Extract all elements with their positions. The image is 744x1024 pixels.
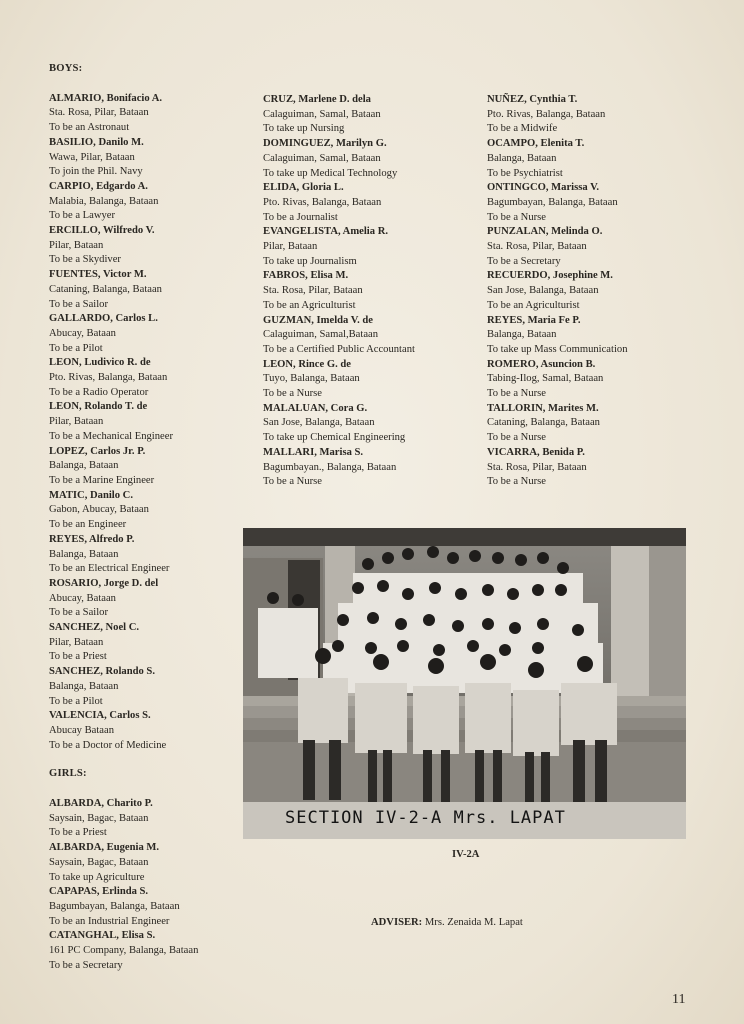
student-address: Gabon, Abucay, Bataan <box>49 504 149 516</box>
girls-list-col3 <box>487 93 717 490</box>
student-name: ALBARDA, Eugenia M. <box>49 842 160 854</box>
student-name: VICARRA, Benida P. <box>487 446 585 458</box>
student-ambition: To be a Nurse <box>487 476 546 488</box>
student-ambition: To be an Astronaut <box>49 122 130 134</box>
student-entry <box>49 180 249 224</box>
student-address: Saysain, Bagac, Bataan <box>49 856 149 868</box>
student-entry <box>487 358 717 402</box>
student-name: DOMINGUEZ, Marilyn G. <box>263 138 387 150</box>
student-name: CATANGHAL, Elisa S. <box>49 930 156 942</box>
student-ambition: To be a Certified Public Accountant <box>263 343 415 355</box>
handwritten-caption: SECTION IV-2-A Mrs. LAPAT <box>285 808 566 828</box>
student-entry <box>263 446 483 490</box>
student-address: Pilar, Bataan <box>49 416 104 428</box>
student-entry <box>263 269 483 313</box>
student-entry <box>487 225 717 269</box>
student-address: Balanga, Bataan <box>487 152 557 164</box>
boys-heading: BOYS: <box>49 63 83 74</box>
student-ambition: To be a Priest <box>49 827 107 839</box>
student-address: Abucay Bataan <box>49 724 115 736</box>
student-ambition: To take up Nursing <box>263 123 345 135</box>
student-entry <box>263 225 483 269</box>
student-address: San Jose, Balanga, Bataan <box>487 285 599 297</box>
student-ambition: To be a Nurse <box>487 388 546 400</box>
student-ambition: To be an Industrial Engineer <box>49 915 170 927</box>
student-entry <box>49 312 249 356</box>
student-entry <box>487 181 717 225</box>
student-entry <box>487 446 717 490</box>
student-ambition: To take up Medical Technology <box>263 167 398 179</box>
student-entry <box>49 885 249 929</box>
student-address: Pto. Rivas, Balanga, Bataan <box>487 108 606 120</box>
boys-list <box>49 92 249 754</box>
student-address: Sta. Rosa, Pilar, Bataan <box>263 285 363 297</box>
student-address: Abucay, Bataan <box>49 327 116 339</box>
student-name: ELIDA, Gloria L. <box>263 182 344 194</box>
student-address: Wawa, Pilar, Bataan <box>49 151 135 163</box>
student-ambition: To be a Skydiver <box>49 254 121 266</box>
adviser-name: Mrs. Zenaida M. Lapat <box>424 917 523 928</box>
adviser-line <box>371 917 523 928</box>
student-address: Balanga, Bataan <box>49 548 119 560</box>
student-address: Sta. Rosa, Pilar, Bataan <box>487 461 587 473</box>
student-ambition: To be a Priest <box>49 651 107 663</box>
student-name: RECUERDO, Josephine M. <box>487 270 613 282</box>
student-ambition: To be a Sailor <box>49 298 108 310</box>
student-name: LOPEZ, Carlos Jr. P. <box>49 445 146 457</box>
student-entry <box>49 489 249 533</box>
student-entry <box>263 402 483 446</box>
student-ambition: To be a Sailor <box>49 607 108 619</box>
student-entry <box>263 137 483 181</box>
student-ambition: To be a Doctor of Medicine <box>49 739 167 751</box>
student-ambition: To be a Radio Operator <box>49 386 149 398</box>
column-2 <box>263 93 483 490</box>
student-address: Pilar, Bataan <box>49 636 104 648</box>
student-ambition: To be a Journalist <box>263 211 338 223</box>
student-name: FABROS, Elisa M. <box>263 270 349 282</box>
student-entry <box>49 400 249 444</box>
student-address: Tuyo, Balanga, Bataan <box>263 373 360 385</box>
student-entry <box>49 136 249 180</box>
student-ambition: To be an Agriculturist <box>263 299 356 311</box>
student-address: Pilar, Bataan <box>263 241 318 253</box>
student-address: Bagumbayan., Balanga, Bataan <box>263 461 397 473</box>
student-ambition: To be a Pilot <box>49 695 103 707</box>
student-name: REYES, Maria Fe P. <box>487 314 581 326</box>
student-address: Sta. Rosa, Pilar, Bataan <box>49 107 149 119</box>
student-name: OCAMPO, Elenita T. <box>487 138 585 150</box>
class-photo-image <box>243 528 686 839</box>
student-entry <box>49 797 249 841</box>
student-name: PUNZALAN, Melinda O. <box>487 226 603 238</box>
student-entry <box>49 841 249 885</box>
student-name: ALMARIO, Bonifacio A. <box>49 92 163 104</box>
student-entry <box>49 533 249 577</box>
student-name: BASILIO, Danilo M. <box>49 136 144 148</box>
student-address: Bagumbayan, Balanga, Bataan <box>49 900 180 912</box>
student-name: ALBARDA, Charito P. <box>49 798 153 810</box>
student-name: GUZMAN, Imelda V. de <box>263 314 373 326</box>
student-entry <box>49 665 249 709</box>
girls-list-col2 <box>263 93 483 490</box>
student-address: Cataning, Balanga, Bataan <box>487 417 600 429</box>
girls-heading: GIRLS: <box>49 768 87 780</box>
student-address: Abucay, Bataan <box>49 592 116 604</box>
student-ambition: To be a Pilot <box>49 342 103 354</box>
student-entry <box>49 356 249 400</box>
student-name: SANCHEZ, Rolando S. <box>49 666 155 678</box>
student-address: Balanga, Bataan <box>49 460 119 472</box>
student-name: ERCILLO, Wilfredo V. <box>49 225 155 237</box>
student-ambition: To be Psychiatrist <box>487 167 563 179</box>
student-entry <box>49 577 249 621</box>
student-ambition: To be a Midwife <box>487 123 558 135</box>
student-ambition: To take up Journalism <box>263 255 357 267</box>
student-entry <box>487 314 717 358</box>
student-ambition: To take up Agriculture <box>49 871 145 883</box>
student-name: REYES, Alfredo P. <box>49 533 135 545</box>
student-entry <box>49 929 249 973</box>
student-name: VALENCIA, Carlos S. <box>49 710 151 722</box>
student-ambition: To be a Nurse <box>263 388 322 400</box>
student-name: LEON, Rince G. de <box>263 358 351 370</box>
student-address: Balanga, Bataan <box>487 329 557 341</box>
student-address: Calaguiman, Samal, Bataan <box>263 152 381 164</box>
student-address: Malabia, Balanga, Bataan <box>49 195 159 207</box>
student-ambition: To be a Mechanical Engineer <box>49 430 173 442</box>
student-address: Calaguiman, Samal,Bataan <box>263 329 379 341</box>
student-address: Pto. Rivas, Balanga, Bataan <box>49 372 168 384</box>
student-ambition: To be a Lawyer <box>49 210 116 222</box>
student-address: Pto. Rivas, Balanga, Bataan <box>263 196 382 208</box>
student-ambition: To be a Secretary <box>49 959 123 971</box>
student-entry <box>263 181 483 225</box>
student-ambition: To join the Phil. Navy <box>49 166 143 178</box>
student-entry <box>263 93 483 137</box>
student-entry <box>487 137 717 181</box>
student-entry <box>263 358 483 402</box>
page-number: 11 <box>672 992 686 1007</box>
student-name: CAPAPAS, Erlinda S. <box>49 886 149 898</box>
student-ambition: To take up Mass Communication <box>487 343 628 355</box>
student-name: LEON, Ludivico R. de <box>49 357 151 369</box>
student-name: MATIC, Danilo C. <box>49 489 133 501</box>
student-name: CARPIO, Edgardo A. <box>49 180 148 192</box>
student-entry <box>49 621 249 665</box>
student-entry <box>263 314 483 358</box>
student-name: MALALUAN, Cora G. <box>263 402 368 414</box>
student-address: 161 PC Company, Balanga, Bataan <box>49 945 199 957</box>
student-ambition: To be a Nurse <box>487 211 546 223</box>
student-address: Tabing-Ilog, Samal, Bataan <box>487 373 604 385</box>
student-address: San Jose, Balanga, Bataan <box>263 417 375 429</box>
student-address: Sta. Rosa, Pilar, Bataan <box>487 241 587 253</box>
column-3 <box>487 93 717 490</box>
student-name: ROSARIO, Jorge D. del <box>49 577 159 589</box>
class-photo <box>243 528 686 839</box>
photo-label: IV-2A <box>452 849 480 860</box>
student-ambition: To be an Engineer <box>49 519 127 531</box>
student-address: Calaguiman, Samal, Bataan <box>263 108 381 120</box>
student-ambition: To be a Nurse <box>263 476 322 488</box>
student-name: ONTINGCO, Marissa V. <box>487 182 600 194</box>
student-address: Cataning, Balanga, Bataan <box>49 283 162 295</box>
student-name: LEON, Rolando T. de <box>49 401 148 413</box>
student-entry <box>49 268 249 312</box>
student-ambition: To be a Nurse <box>487 432 546 444</box>
student-entry <box>487 93 717 137</box>
column-1 <box>49 62 249 973</box>
student-name: GALLARDO, Carlos L. <box>49 313 158 325</box>
student-entry <box>487 269 717 313</box>
student-name: EVANGELISTA, Amelia R. <box>263 226 388 238</box>
student-ambition: To be an Electrical Engineer <box>49 563 170 575</box>
girls-list-col1 <box>49 797 249 973</box>
student-address: Balanga, Bataan <box>49 680 119 692</box>
student-entry <box>49 92 249 136</box>
adviser-label: ADVISER: <box>371 917 423 928</box>
student-name: MALLARI, Marisa S. <box>263 446 364 458</box>
student-name: CRUZ, Marlene D. dela <box>263 94 371 105</box>
student-name: FUENTES, Victor M. <box>49 269 147 281</box>
student-address: Pilar, Bataan <box>49 239 104 251</box>
student-name: NUÑEZ, Cynthia T. <box>487 94 578 105</box>
student-name: SANCHEZ, Noel C. <box>49 622 140 634</box>
student-name: ROMERO, Asuncion B. <box>487 358 596 370</box>
student-ambition: To be an Agriculturist <box>487 299 580 311</box>
student-address: Bagumbayan, Balanga, Bataan <box>487 196 618 208</box>
student-address: Saysain, Bagac, Bataan <box>49 812 149 824</box>
student-ambition: To be a Secretary <box>487 255 561 267</box>
student-name: TALLORIN, Marites M. <box>487 402 599 414</box>
student-entry <box>487 402 717 446</box>
student-ambition: To take up Chemical Engineering <box>263 432 406 444</box>
student-entry <box>49 709 249 753</box>
student-entry <box>49 445 249 489</box>
student-ambition: To be a Marine Engineer <box>49 474 155 486</box>
student-entry <box>49 224 249 268</box>
